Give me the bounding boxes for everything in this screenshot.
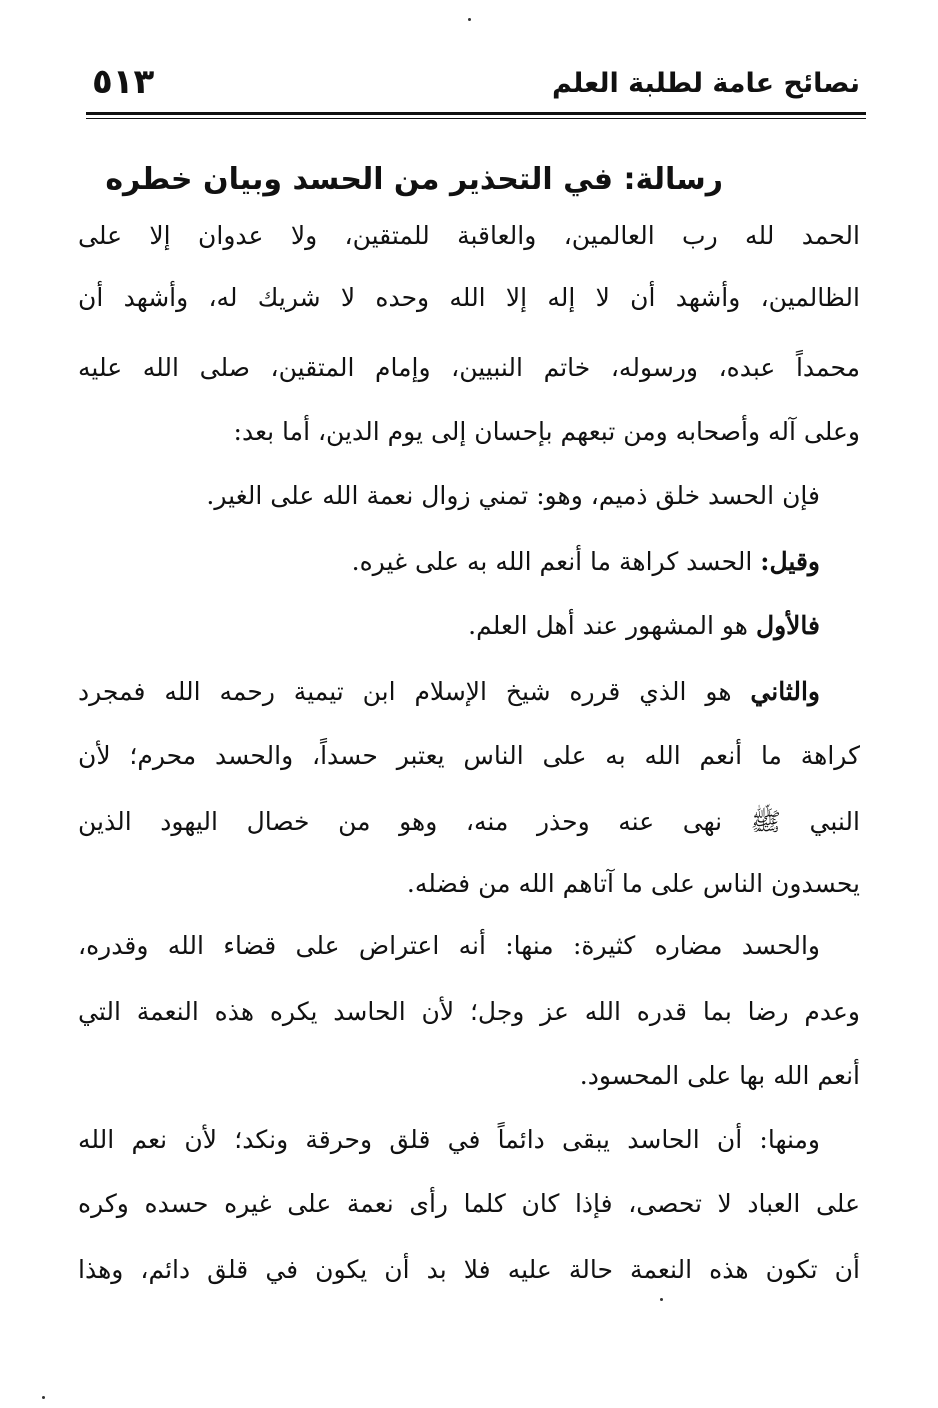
header-rule (86, 112, 866, 115)
line-text: الحمد لله رب العالمين، والعاقبة للمتقين، ولا عدوان إلا على (78, 221, 860, 250)
text-line (468, 596, 820, 656)
line-text: يحسدون الناس على ما آتاهم الله من فضله. (406, 869, 860, 898)
text-line (78, 662, 820, 722)
line-text: هو المشهور عند أهل العلم. (468, 611, 756, 640)
text-line (78, 1240, 860, 1300)
line-text: على العباد لا تحصى، فإذا كان كلما رأى نعمة على غيره حسده وكره (78, 1189, 860, 1218)
line-text: أن تكون هذه النعمة حالة عليه فلا بد أن يكون في قلق دائم، وهذا (78, 1255, 860, 1284)
line-text: هو الذي قرره شيخ الإسلام ابن تيمية رحمه الله فمجرد (78, 677, 751, 706)
text-line (78, 1110, 820, 1170)
line-text: النبي ﷺ نهى عنه وحذر منه، وهو من خصال اليهود الذين (78, 807, 860, 836)
line-text: الظالمين، وأشهد أن لا إله إلا الله وحده لا شريك له، وأشهد أن (78, 283, 860, 312)
line-text: فإن الحسد خلق ذميم، وهو: تمني زوال نعمة الله على الغير. (206, 481, 820, 510)
line-text: ومنها: أن الحاسد يبقى دائماً في قلق وحرقة ونكد؛ لأن نعم الله (78, 1125, 820, 1154)
text-line (78, 338, 860, 398)
line-text: وعلى آله وأصحابه ومن تبعهم بإحسان إلى يوم الدين، أما بعد: (233, 417, 860, 446)
scan-speck (468, 18, 471, 21)
text-line (78, 1174, 860, 1234)
line-text: أنعم الله بها على المحسود. (579, 1061, 860, 1090)
article-title: رسالة: في التحذير من الحسد وبيان خطره (105, 162, 723, 197)
text-line (407, 854, 860, 914)
lead-word: فالأول (755, 611, 820, 640)
line-text: والحسد مضاره كثيرة: منها: أنه اعتراض على قضاء الله وقدره، (78, 931, 820, 960)
text-line (78, 268, 860, 328)
line-text: الحسد كراهة ما أنعم الله به على غيره. (351, 547, 761, 576)
scan-speck (660, 1298, 663, 1301)
page-number: ٥١٣ (92, 62, 155, 102)
line-text: وعدم رضا بما قدره الله عز وجل؛ لأن الحاسد يكره هذه النعمة التي (78, 997, 860, 1026)
text-line (78, 982, 860, 1042)
line-text: كراهة ما أنعم الله به على الناس يعتبر حسداً، والحسد محرم؛ لأن (78, 741, 860, 770)
text-line (78, 916, 820, 976)
header-rule-thin (86, 118, 866, 119)
text-line (234, 402, 860, 462)
lead-word: والثاني (750, 677, 820, 706)
text-line (78, 726, 860, 786)
text-line (206, 466, 820, 526)
lead-word: وقيل: (760, 547, 820, 576)
text-line (78, 206, 860, 266)
text-line (78, 792, 860, 852)
line-text: محمداً عبده، ورسوله، خاتم النبيين، وإمام المتقين، صلى الله عليه (78, 353, 860, 382)
running-title: نصائح عامة لطلبة العلم (551, 68, 860, 99)
text-line (352, 532, 820, 592)
scan-speck (42, 1396, 45, 1399)
text-line (580, 1046, 860, 1106)
